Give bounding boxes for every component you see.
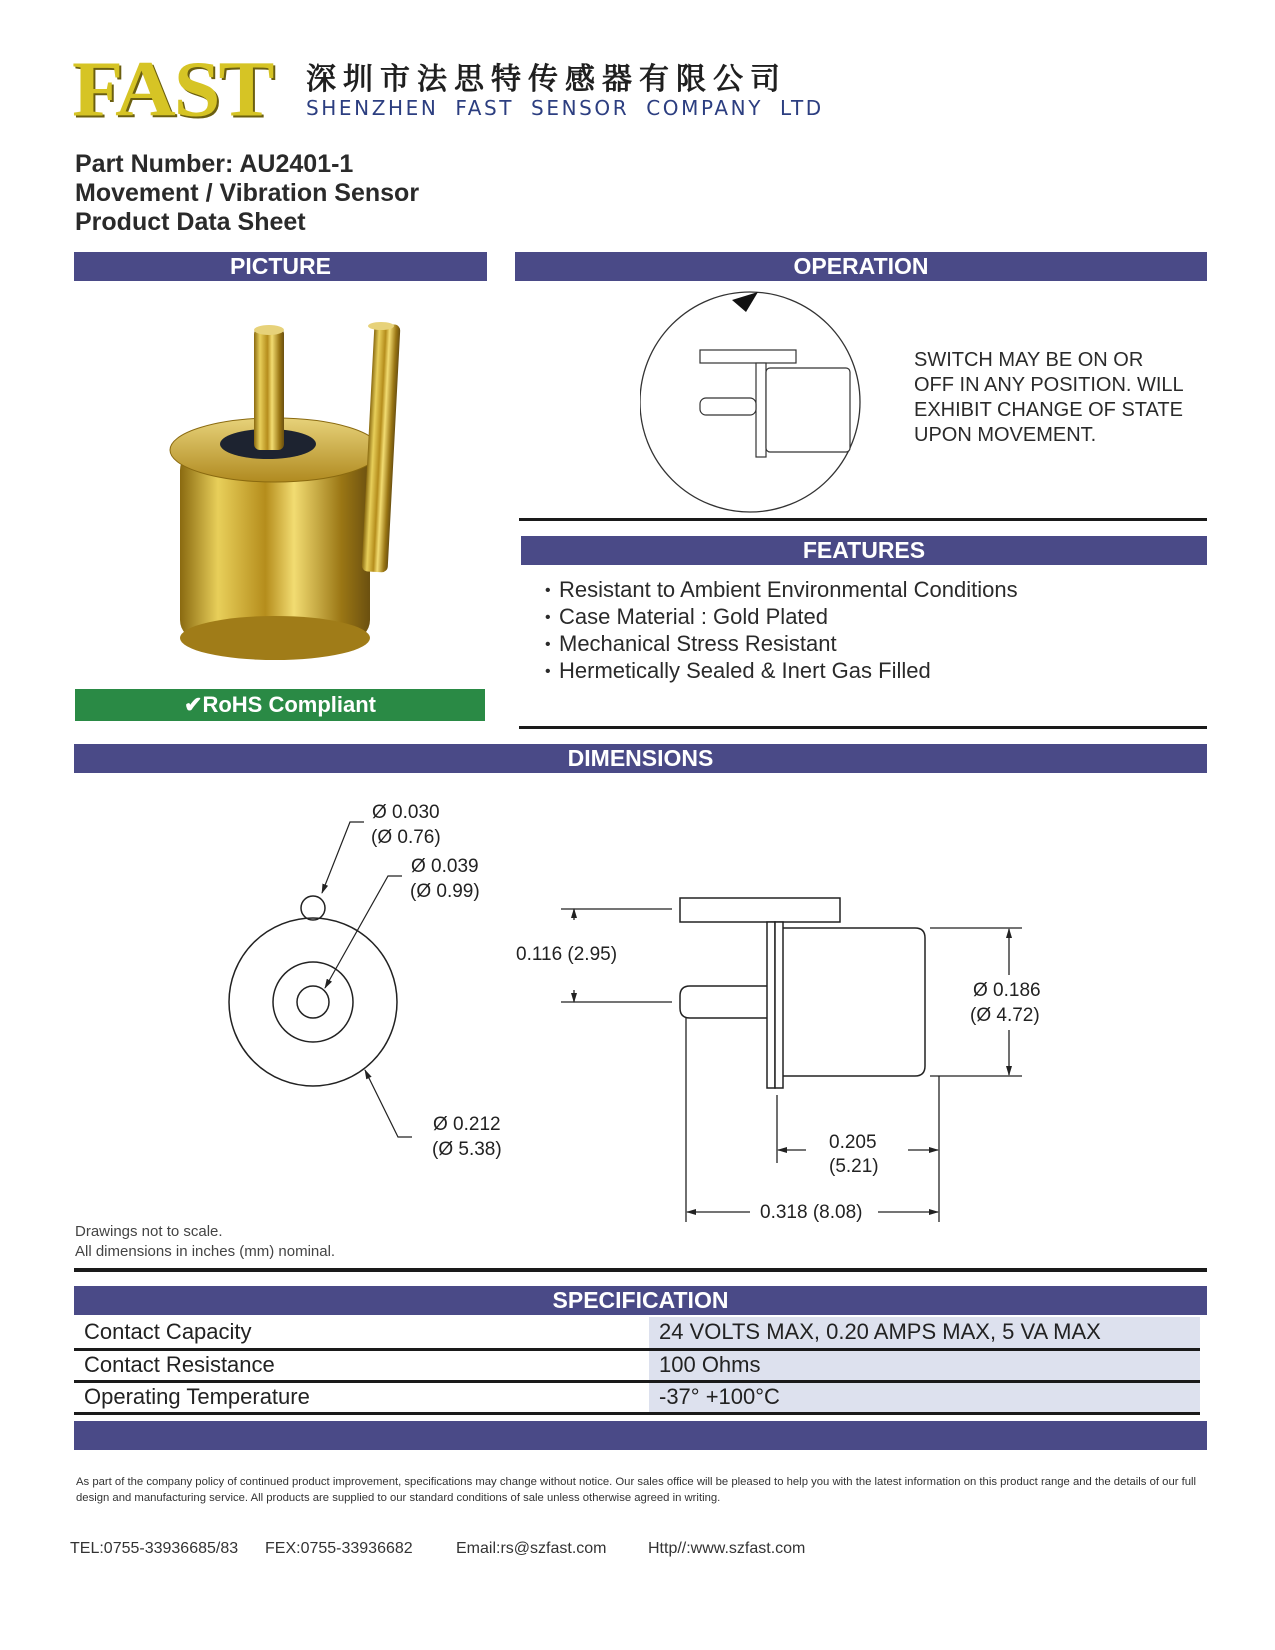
flange-rect xyxy=(767,922,775,1088)
spec-value: -37° +100°C xyxy=(649,1381,1200,1413)
specification-footer-bar xyxy=(74,1421,1207,1450)
flange-rect-2 xyxy=(775,922,783,1088)
drawing-note: Drawings not to scale. xyxy=(75,1223,223,1240)
rohs-label: RoHS Compliant xyxy=(202,692,376,717)
divider xyxy=(74,1268,1207,1272)
company-name-english: SHENZHEN FAST SENSOR COMPANY LTD xyxy=(306,96,824,120)
side-pin-circle xyxy=(301,896,325,920)
fax: FEX:0755-33936682 xyxy=(265,1540,413,1557)
dim-flange-mm: (Ø 5.38) xyxy=(432,1139,502,1160)
phone: TEL:0755-33936685/83 xyxy=(70,1540,239,1557)
dim-pin-offset: 0.116 (2.95) xyxy=(516,944,618,965)
dim-small-pin-mm: (Ø 0.76) xyxy=(371,827,441,848)
spec-label: Contact Capacity xyxy=(84,1319,252,1345)
dim-total-len: 0.318 (8.08) xyxy=(760,1202,863,1223)
center-pin-outline xyxy=(680,986,767,1018)
dim-body-len-mm: (5.21) xyxy=(829,1156,879,1177)
leader-flange xyxy=(365,1070,412,1137)
operation-header: OPERATION xyxy=(515,252,1207,281)
check-icon: ✔ xyxy=(184,692,203,717)
side-pin-rect xyxy=(680,898,840,922)
spec-label: Operating Temperature xyxy=(84,1384,310,1409)
features-header: FEATURES xyxy=(521,536,1207,565)
specification-table xyxy=(74,1317,1200,1415)
part-number: Part Number: AU2401-1 xyxy=(75,150,354,178)
seal-circle xyxy=(273,962,353,1042)
product-name: Movement / Vibration Sensor xyxy=(75,179,420,207)
table-row xyxy=(74,1381,1200,1413)
spec-label: Contact Resistance xyxy=(84,1352,275,1377)
disclaimer: As part of the company policy of continued product improvement, specifications may change without notice. Our sales office will be pleased to help you with the latest information on this product range and the details of our full design and manufacturing service. All products are supplied to our standard conditions of sale unless otherwise agreed in writing. xyxy=(76,1476,1197,1504)
specification-header: SPECIFICATION xyxy=(74,1286,1207,1315)
feature-text: Resistant to Ambient Environmental Conditions xyxy=(559,577,1018,602)
units-note: All dimensions in inches (mm) nominal. xyxy=(75,1243,336,1260)
operation-line: OFF IN ANY POSITION. WILL xyxy=(914,374,1184,396)
feature-text: Hermetically Sealed & Inert Gas Filled xyxy=(559,658,931,683)
operation-line: EXHIBIT CHANGE OF STATE xyxy=(914,399,1183,421)
outer-flange-circle xyxy=(229,918,397,1086)
side-view xyxy=(561,898,1022,1222)
company-logo: FAST xyxy=(72,45,273,134)
spec-value: 24 VOLTS MAX, 0.20 AMPS MAX, 5 VA MAX xyxy=(649,1317,1200,1349)
body-outline xyxy=(783,928,925,1076)
dim-flange-in: Ø 0.212 xyxy=(433,1114,501,1135)
bullet-icon: • xyxy=(545,609,551,626)
dim-body-len-in: 0.205 xyxy=(829,1132,877,1153)
center-pin-circle xyxy=(297,986,329,1018)
table-row xyxy=(74,1349,1200,1381)
dim-body-dia-mm: (Ø 4.72) xyxy=(970,1005,1040,1026)
bullet-icon: • xyxy=(545,663,551,680)
leader-small-pin xyxy=(322,822,364,893)
spec-value: 100 Ohms xyxy=(649,1349,1200,1381)
company-name-chinese: 深圳市法思特传感器有限公司 xyxy=(306,62,787,97)
dim-body-dia-in: Ø 0.186 xyxy=(973,980,1041,1001)
operation-line: UPON MOVEMENT. xyxy=(914,424,1097,446)
picture-header: PICTURE xyxy=(74,252,487,281)
document-type: Product Data Sheet xyxy=(75,208,306,236)
feature-text: Case Material : Gold Plated xyxy=(559,604,829,629)
bullet-icon: • xyxy=(545,582,551,599)
table-row xyxy=(74,1317,1200,1349)
email-link[interactable]: Email:rs@szfast.com xyxy=(456,1540,607,1557)
dimensions-header: DIMENSIONS xyxy=(74,744,1207,773)
end-view xyxy=(229,822,412,1137)
dim-small-pin-in: Ø 0.030 xyxy=(372,802,440,823)
bullet-icon: • xyxy=(545,636,551,653)
dim-center-pin-in: Ø 0.039 xyxy=(411,856,479,877)
operation-line: SWITCH MAY BE ON OR xyxy=(914,349,1144,371)
website-link[interactable]: Http//:www.szfast.com xyxy=(648,1540,806,1557)
feature-text: Mechanical Stress Resistant xyxy=(559,631,837,656)
dim-center-pin-mm: (Ø 0.99) xyxy=(410,881,480,902)
